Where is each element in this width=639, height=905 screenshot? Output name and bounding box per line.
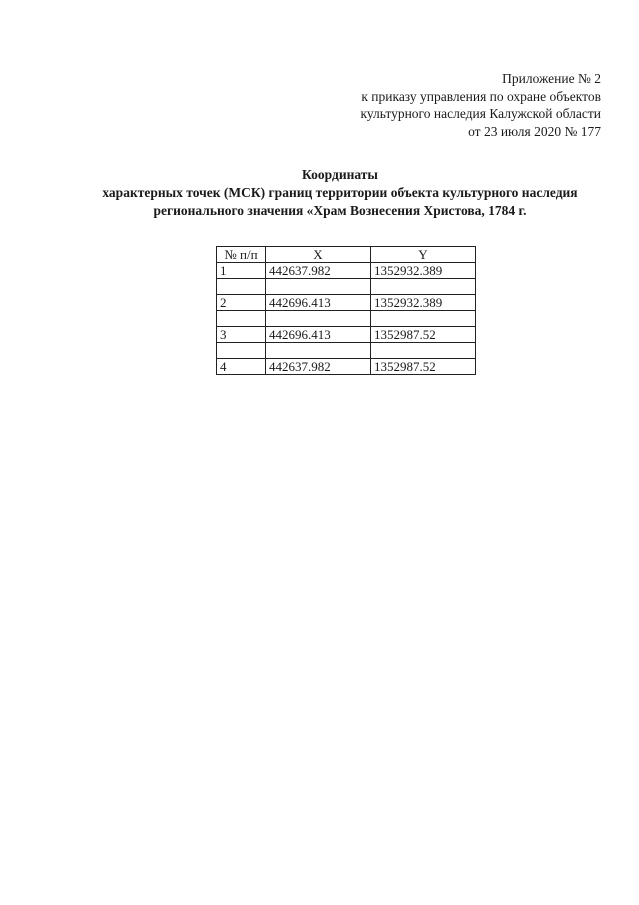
title-line-2: характерных точек (МСК) границ территории объекта культурного наследия	[102, 185, 578, 200]
column-header-number: № п/п	[217, 247, 266, 263]
title-line-1: Координаты	[302, 167, 378, 182]
cell-x: 442637.982	[266, 359, 371, 375]
document-title	[40, 166, 639, 220]
empty-cell	[217, 311, 266, 327]
table-spacer-row	[217, 311, 476, 327]
cell-x: 442696.413	[266, 327, 371, 343]
column-header-y: Y	[371, 247, 476, 263]
appendix-order-ref: к приказу управления по охране объектов	[361, 88, 601, 104]
table-row	[217, 295, 476, 311]
cell-number: 4	[217, 359, 266, 375]
empty-cell	[217, 343, 266, 359]
empty-cell	[371, 311, 476, 327]
cell-y: 1352987.52	[371, 327, 476, 343]
title-line-3: регионального значения «Храм Вознесения Христова, 1784 г.	[153, 203, 527, 218]
table-row	[217, 327, 476, 343]
empty-cell	[371, 343, 476, 359]
cell-y: 1352932.389	[371, 263, 476, 279]
table-header-row	[217, 247, 476, 263]
empty-cell	[266, 279, 371, 295]
cell-x: 442696.413	[266, 295, 371, 311]
table-row	[217, 359, 476, 375]
table-spacer-row	[217, 343, 476, 359]
appendix-authority: культурного наследия Калужской области	[360, 106, 601, 121]
appendix-header	[360, 70, 601, 140]
cell-y: 1352932.389	[371, 295, 476, 311]
appendix-date: от 23 июля 2020 № 177	[468, 123, 601, 139]
table-spacer-row	[217, 279, 476, 295]
cell-number: 2	[217, 295, 266, 311]
coordinates-table	[216, 246, 476, 375]
cell-y: 1352987.52	[371, 359, 476, 375]
table-row	[217, 263, 476, 279]
appendix-number: Приложение № 2	[502, 71, 601, 86]
cell-number: 1	[217, 263, 266, 279]
empty-cell	[266, 343, 371, 359]
column-header-x: X	[266, 247, 371, 263]
empty-cell	[371, 279, 476, 295]
cell-number: 3	[217, 327, 266, 343]
empty-cell	[266, 311, 371, 327]
empty-cell	[217, 279, 266, 295]
cell-x: 442637.982	[266, 263, 371, 279]
